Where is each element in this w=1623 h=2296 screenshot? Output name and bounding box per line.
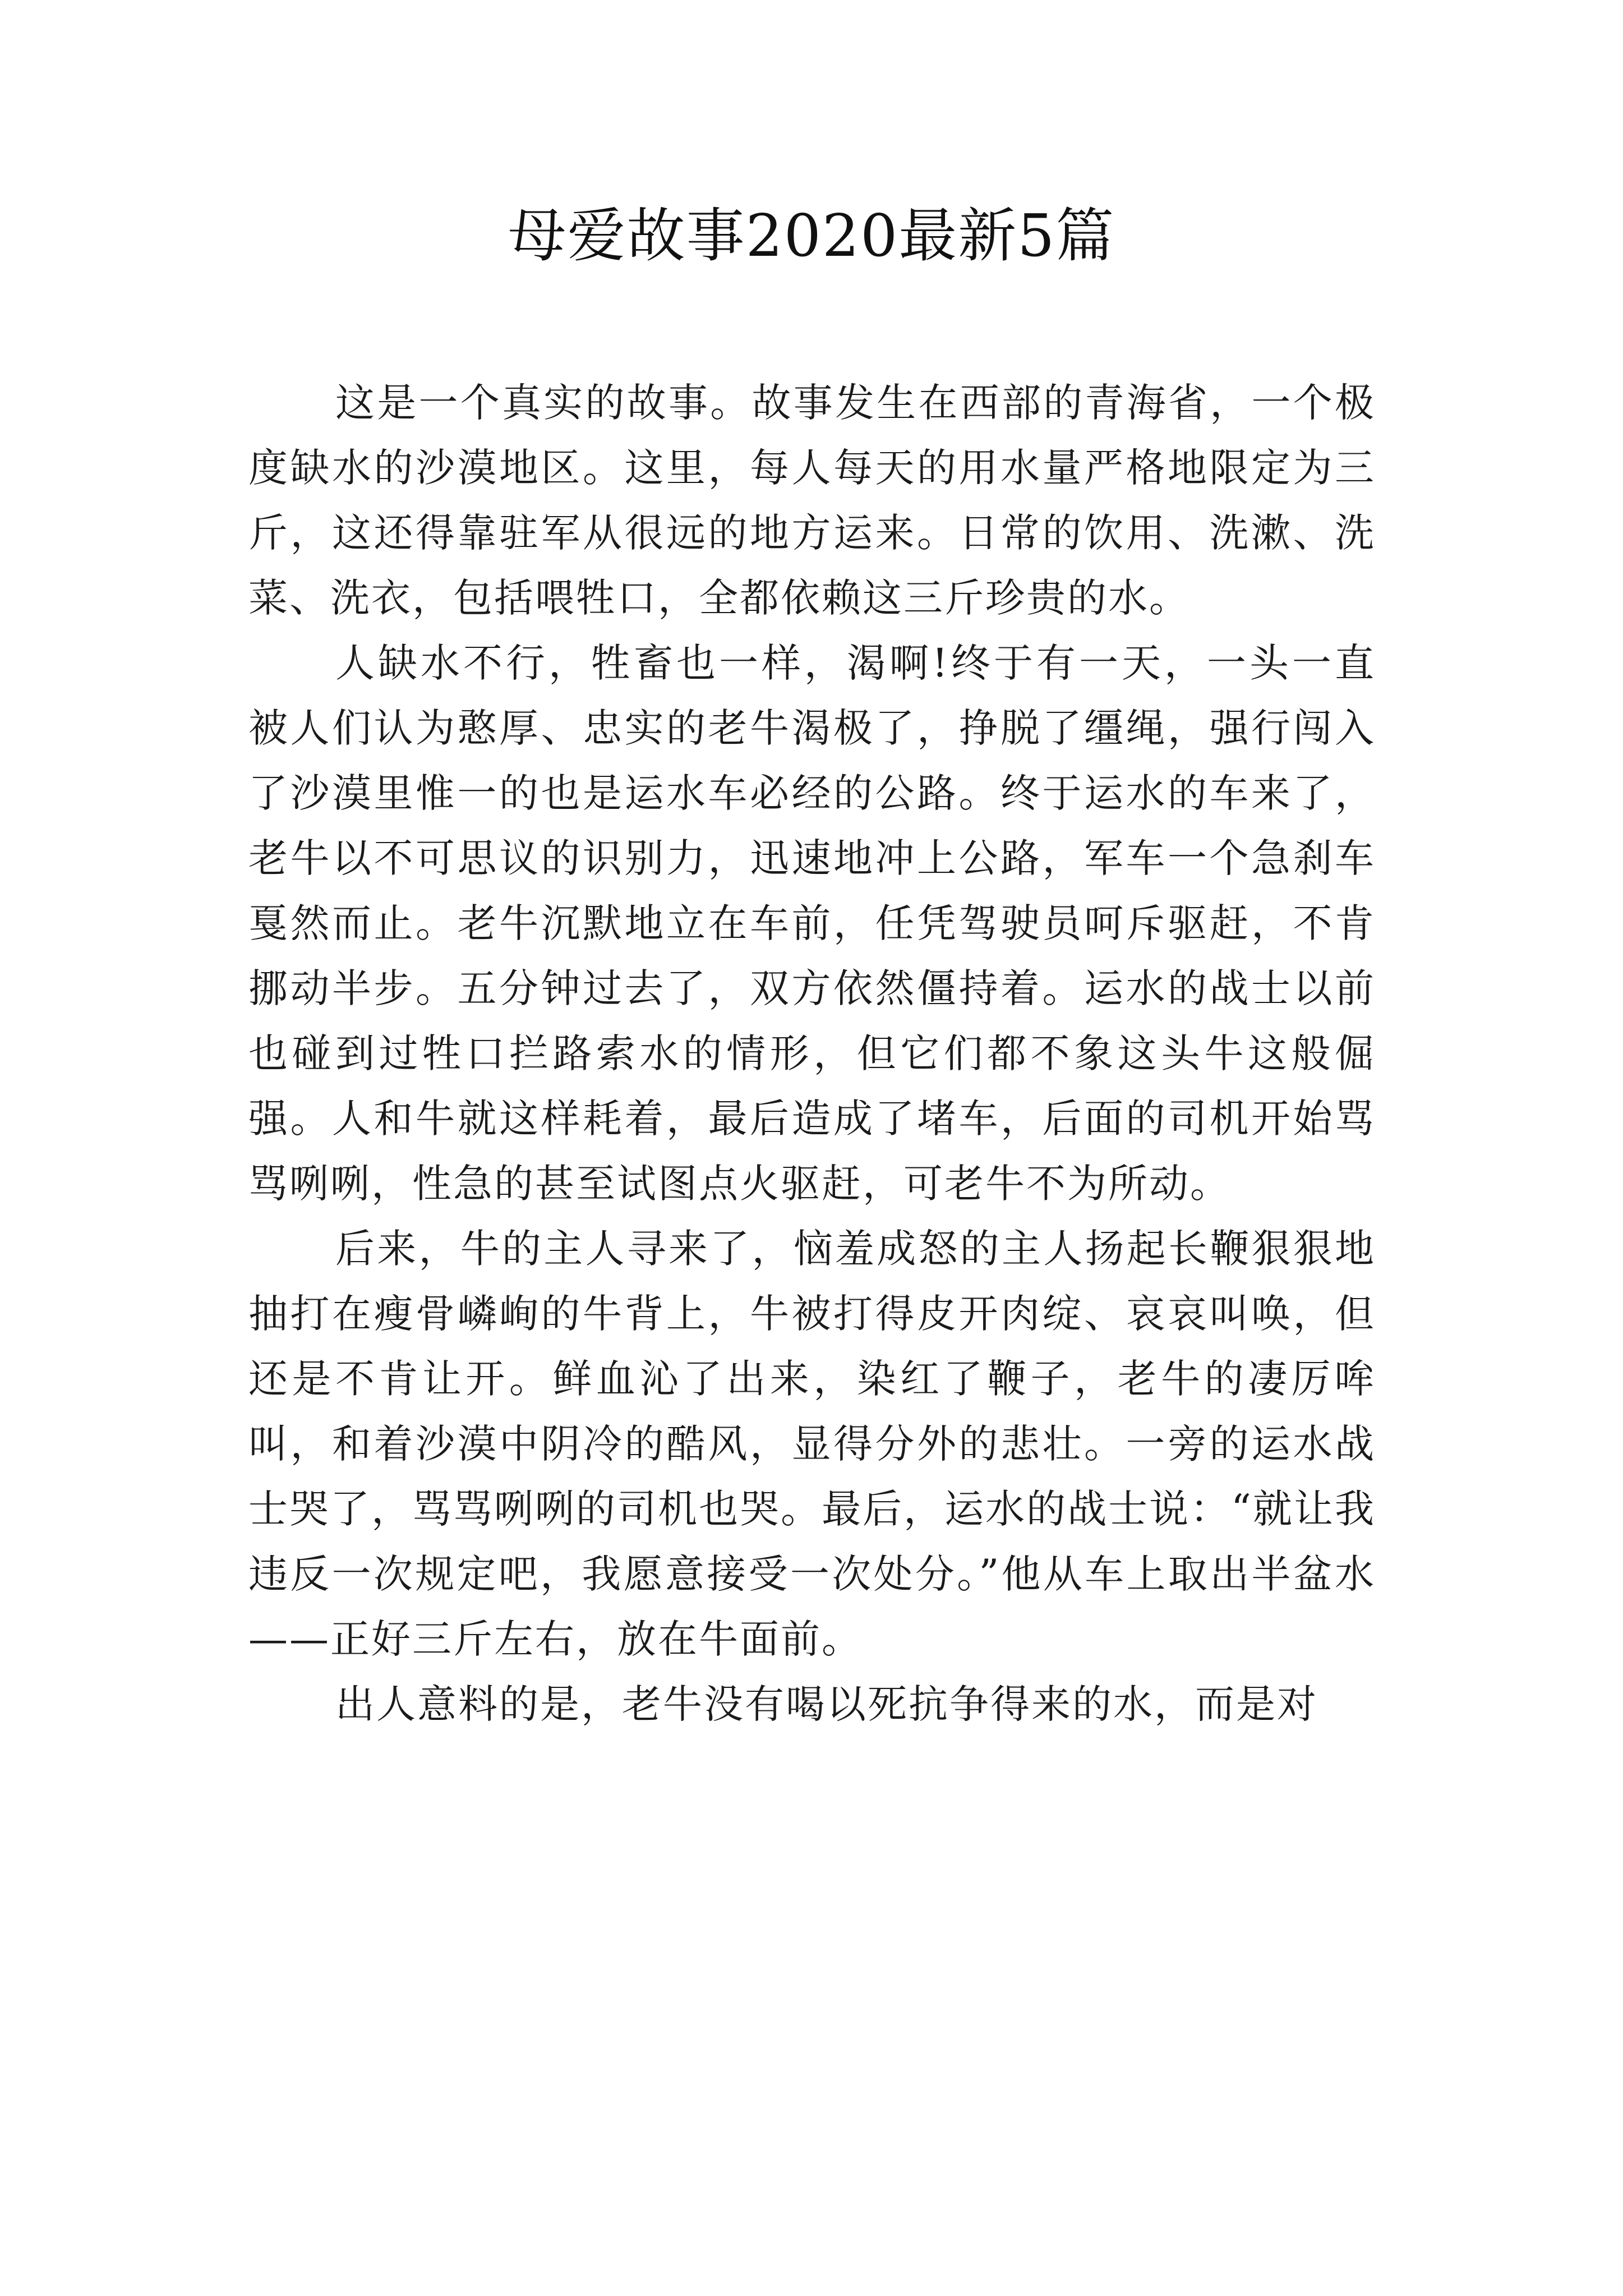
paragraph-2: 人缺水不行，牲畜也一样，渴啊!终于有一天，一头一直被人们认为憨厚、忠实的老牛渴极了，挣脱了缰绳，强行闯入了沙漠里惟一的也是运水车必经的公路。终于运水的车来了，老牛以不可思议的识别力，迅速地冲上公路，军车一个急刹车戛然而止。老牛沉默地立在车前，任凭驾驶员呵斥驱赶，不肯挪动半步。五分钟过去了，双方依然僵持着。运水的战士以前也碰到过牲口拦路索水的情形，但它们都不象这头牛这般倔强。人和牛就这样耗着，最后造成了堵车，后面的司机开始骂骂咧咧，性急的甚至试图点火驱赶，可老牛不为所动。 (248, 640, 1376, 1207)
document-title: 母爱故事2020最新5篇 (508, 201, 1115, 270)
paragraph-3: 后来，牛的主人寻来了，恼羞成怒的主人扬起长鞭狠狠地抽打在瘦骨嶙峋的牛背上，牛被打得皮开肉绽、哀哀叫唤，但还是不肯让开。鲜血沁了出来，染红了鞭子，老牛的凄厉哞叫，和着沙漠中阴冷的酷风，显得分外的悲壮。一旁的运水战士哭了，骂骂咧咧的司机也哭。最后，运水的战士说：“就让我违反一次规定吧，我愿意接受一次处分。”他从车上取出半盆水——正好三斤左右，放在牛面前。 (248, 1226, 1376, 1662)
document-body (248, 370, 1376, 1737)
paragraph-4: 出人意料的是，老牛没有喝以死抗争得来的水，而是对 (335, 1681, 1318, 1727)
paragraph-1: 这是一个真实的故事。故事发生在西部的青海省，一个极度缺水的沙漠地区。这里，每人每天的用水量严格地限定为三斤，这还得靠驻军从很远的地方运来。日常的饮用、洗漱、洗菜、洗衣，包括喂牲口，全都依赖这三斤珍贵的水。 (248, 380, 1376, 621)
